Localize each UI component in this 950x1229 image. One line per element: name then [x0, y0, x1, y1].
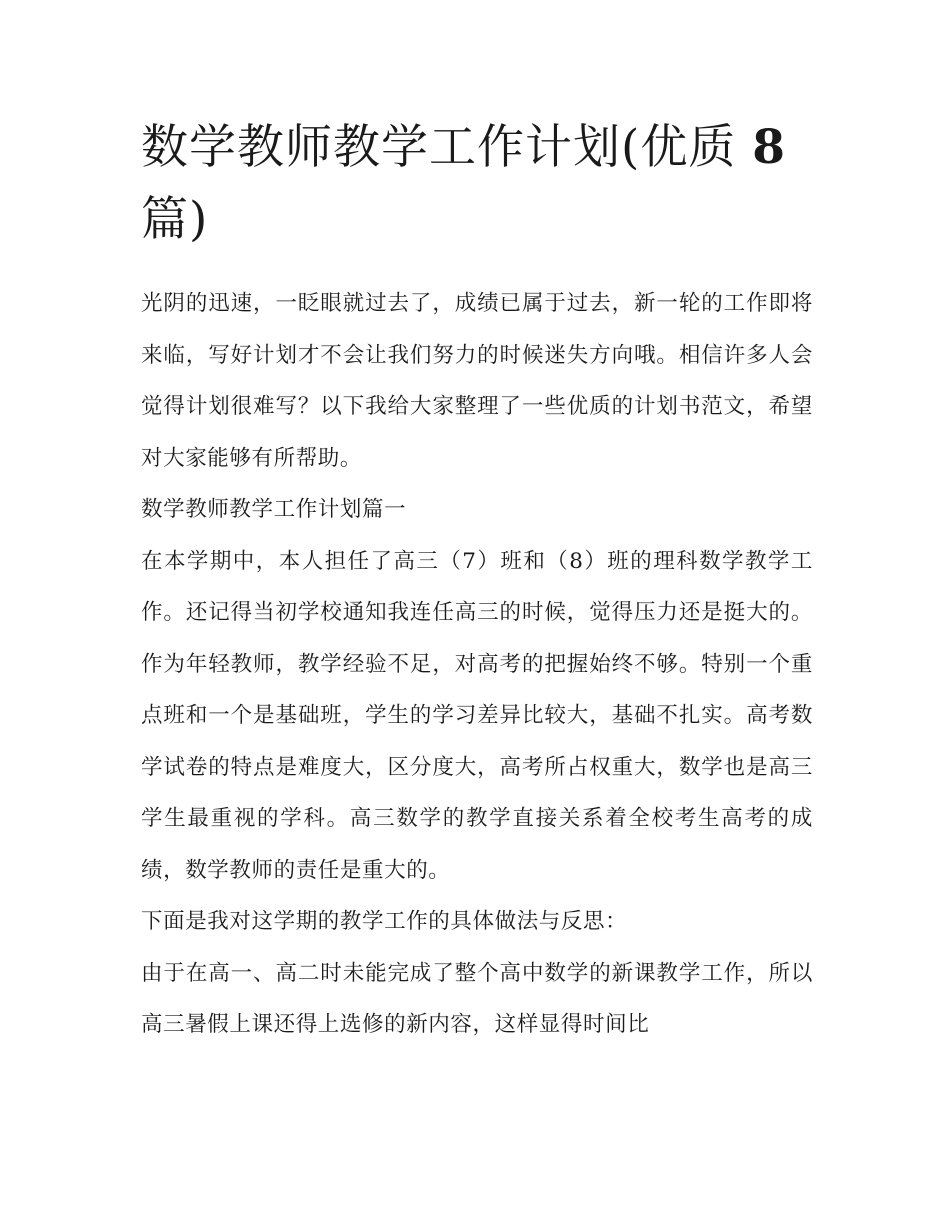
body-paragraph: 下面是我对这学期的教学工作的具体做法与反思： — [141, 909, 628, 934]
body-paragraph: 由于在高一、高二时未能完成了整个高中数学的新课教学工作，所以高三暑假上课还得上选修的新内容，这样显得时间比 — [141, 960, 813, 1037]
title-number: 8 — [752, 120, 786, 175]
title-text-end: 篇) — [141, 192, 209, 247]
document-page — [141, 112, 813, 1051]
document-title — [141, 112, 813, 256]
document-body — [141, 278, 813, 1051]
intro-paragraph: 光阴的迅速，一眨眼就过去了，成绩已属于过去，新一轮的工作即将来临，写好计划才不会让我们努力的时候迷失方向哦。相信许多人会觉得计划很难写？以下我给大家整理了一些优质的计划书范文，希望对大家能够有所帮助。 — [141, 291, 813, 471]
title-text: 数学教师教学工作计划(优质 — [141, 120, 753, 175]
body-paragraph: 在本学期中，本人担任了高三（7）班和（8）班的理科数学教学工作。还记得当初学校通知我连任高三的时候，觉得压力还是挺大的。作为年轻教师，教学经验不足，对高考的把握始终不够。特别一个重点班和一个是基础班，学生的学习差异比较大，基础不扎实。高考数学试卷的特点是难度大，区分度大，高考所占权重大，数学也是高三学生最重视的学科。高三数学的教学直接关系着全校考生高考的成绩，数学教师的责任是重大的。 — [141, 548, 813, 883]
section-heading: 数学教师教学工作计划篇一 — [141, 497, 407, 522]
